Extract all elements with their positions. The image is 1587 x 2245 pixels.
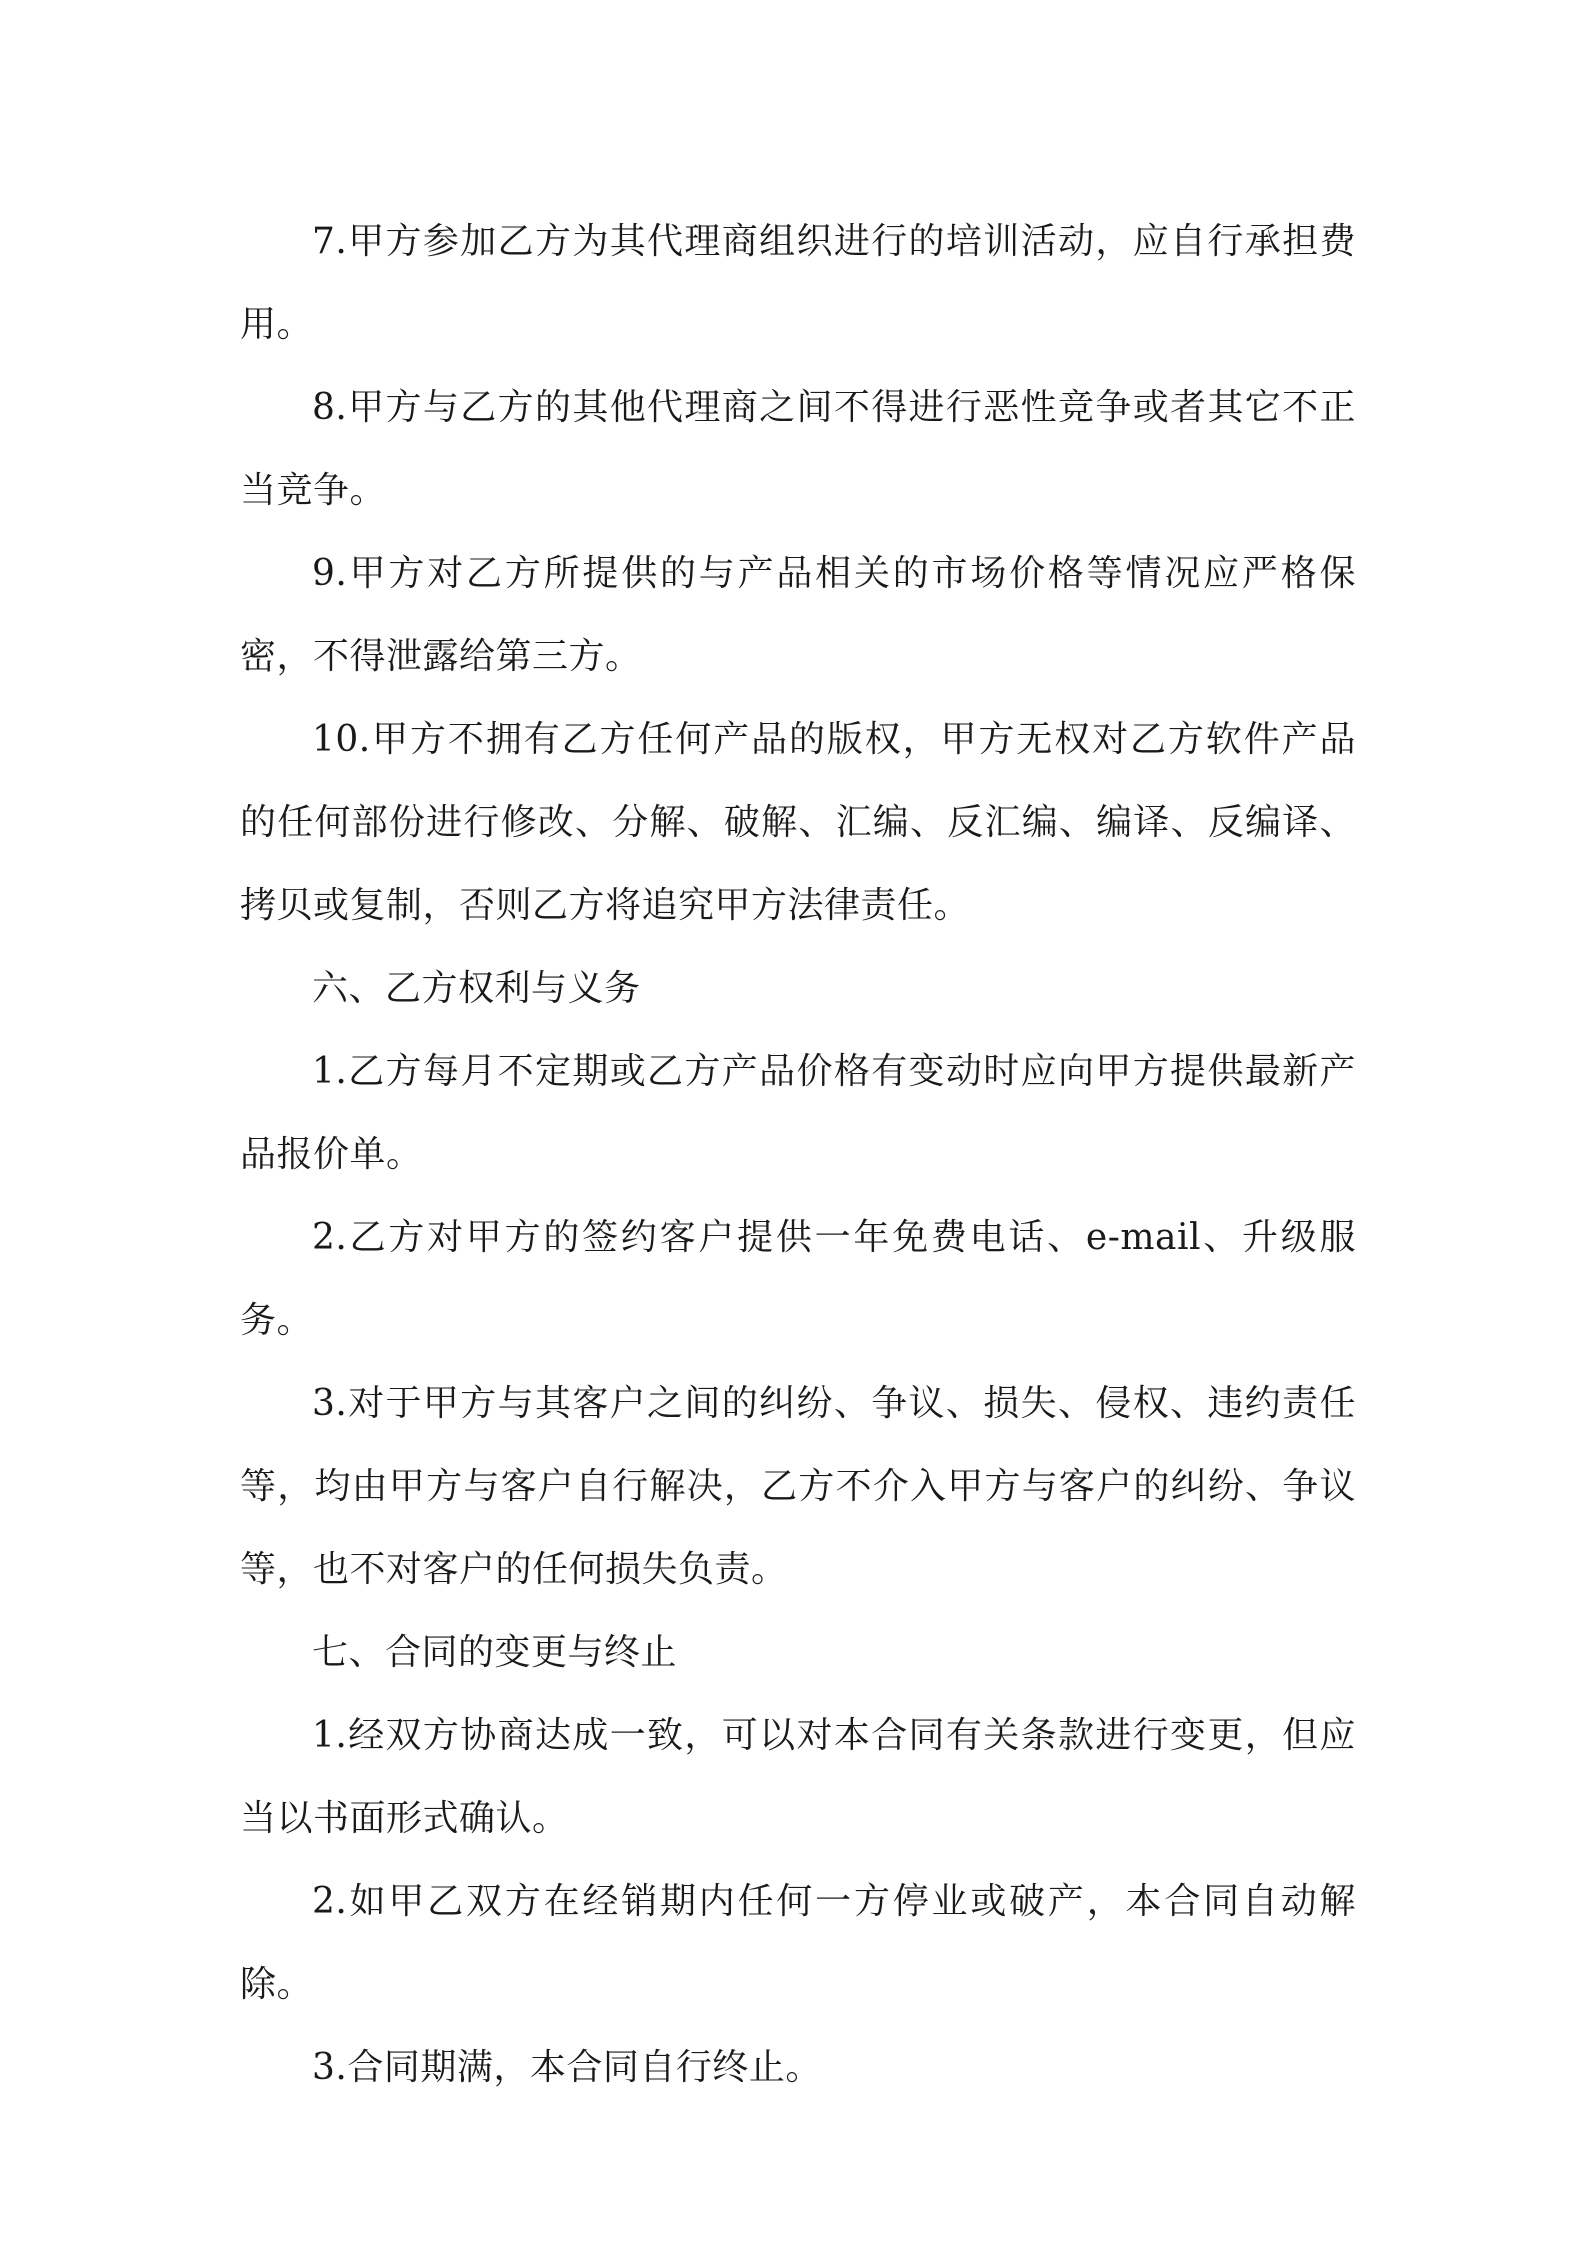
clause-8-paragraph: 8.甲方与乙方的其他代理商之间不得进行恶性竞争或者其它不正当竞争。: [240, 387, 1356, 511]
section-6-clause-2-paragraph: 2.乙方对甲方的签约客户提供一年免费电话、e-mail、升级服务。: [240, 1217, 1356, 1341]
clause-10-paragraph: 10.甲方不拥有乙方任何产品的版权，甲方无权对乙方软件产品的任何部份进行修改、分解、破解、汇编、反汇编、编译、反编译、拷贝或复制，否则乙方将追究甲方法律责任。: [240, 719, 1356, 926]
section-7-clause-1-paragraph: 1.经双方协商达成一致，可以对本合同有关条款进行变更，但应当以书面形式确认。: [240, 1715, 1356, 1839]
clause-9-paragraph: 9.甲方对乙方所提供的与产品相关的市场价格等情况应严格保密，不得泄露给第三方。: [240, 553, 1356, 677]
section-7-clause-3-paragraph: 3.合同期满，本合同自行终止。: [312, 2047, 822, 2088]
section-7-clause-2-paragraph: 2.如甲乙双方在经销期内任何一方停业或破产，本合同自动解除。: [240, 1881, 1356, 2005]
clause-7-paragraph: 7.甲方参加乙方为其代理商组织进行的培训活动，应自行承担费用。: [240, 221, 1356, 345]
section-6-clause-1-paragraph: 1.乙方每月不定期或乙方产品价格有变动时应向甲方提供最新产品报价单。: [240, 1051, 1356, 1175]
document-body: [240, 200, 1356, 2109]
section-6-heading: 六、乙方权利与义务: [312, 968, 641, 1009]
section-6-clause-3-paragraph: 3.对于甲方与其客户之间的纠纷、争议、损失、侵权、违约责任等，均由甲方与客户自行解决，乙方不介入甲方与客户的纠纷、争议等，也不对客户的任何损失负责。: [240, 1383, 1356, 1590]
section-7-heading: 七、合同的变更与终止: [312, 1632, 678, 1673]
